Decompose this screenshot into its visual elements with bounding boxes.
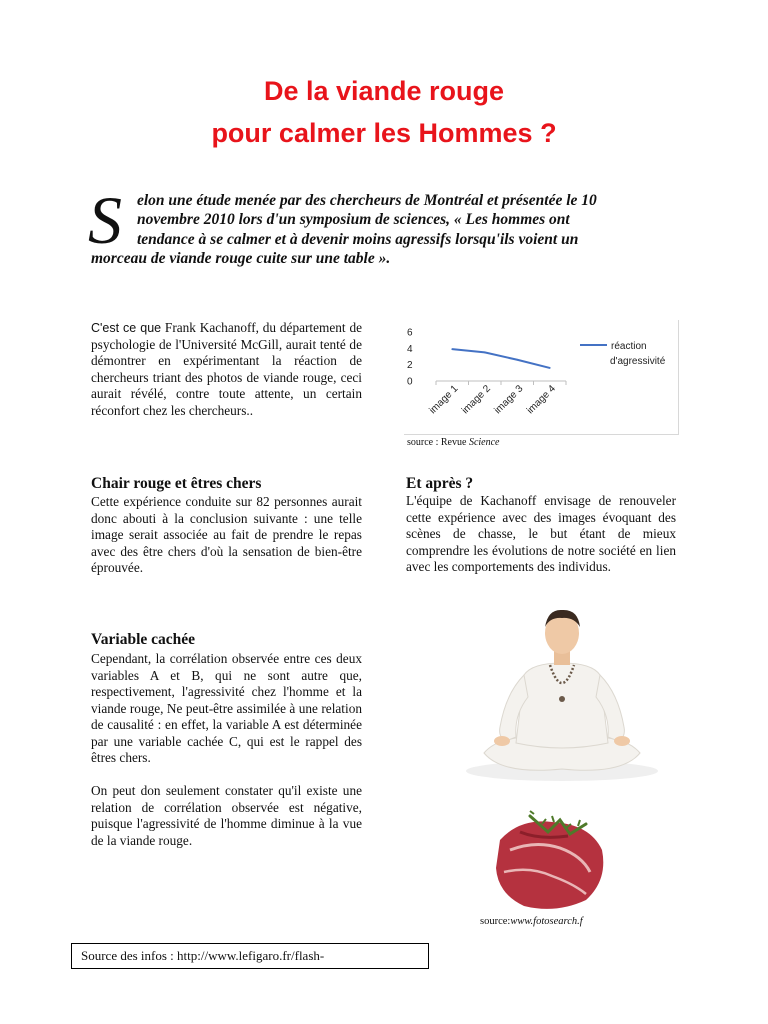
y-tick-label: 4 [407, 343, 413, 355]
data-point [549, 367, 551, 369]
source-box [71, 943, 429, 969]
page-title: De la viande rouge [263, 76, 505, 106]
data-point [451, 348, 453, 350]
lead-line-4: morceau de viande rouge cuite sur une table ». [91, 250, 391, 267]
section-apres-text: L'équipe de Kachanoff envisage de renouveler cette expérience avec des images évoquant des scènes de chasse, le but étant de mieux comprendre les évolutions de notre société en lien avec les comportements des individus. [406, 493, 676, 574]
meat-source-site: www.fotosearch.f [510, 916, 583, 927]
meat-source [480, 916, 583, 928]
x-tick-label: image 2 [459, 383, 493, 417]
x-tick-label: image 1 [427, 383, 461, 417]
red-meat-photo [490, 810, 610, 915]
page-subtitle: pour calmer les Hommes ? [211, 118, 557, 148]
section-variable-heading: Variable cachée [91, 631, 196, 648]
y-tick-label: 2 [407, 360, 413, 372]
lead-line-1: elon une étude menée par des chercheurs de Montréal et présentée le 10 [137, 192, 597, 209]
section-variable-paragraph-2: On peut don seulement constater qu'il existe une relation de corrélation observée est négative, puisque l'agressivité de l'homme diminue à la vue de la viande rouge. [91, 783, 362, 848]
lead-line-2: novembre 2010 lors d'un symposium de sciences, « Les hommes ont [137, 211, 570, 228]
x-tick-label: image 3 [492, 383, 526, 417]
aggression-chart [404, 320, 678, 434]
drop-cap: S [88, 182, 122, 258]
intro-lead-in: C'est ce que [91, 321, 162, 335]
y-tick-label: 0 [407, 376, 413, 388]
section-variable-paragraph-1: Cependant, la corrélation observée entre ces deux variables A et B, qui ne sont autre que, respectivement, l'agressivité chez l'homme et la viande rouge, Ne peut-être assimilée à une relation de causalité : en effet, la variable A est déterminée par une variable cachée C, qui est le rappel des êtres chers. [91, 651, 362, 765]
intro-paragraph [91, 320, 362, 419]
chart-frame [404, 320, 679, 435]
series-line-agressivite [452, 349, 550, 368]
chart-source-name: Science [468, 437, 500, 448]
meat-source-prefix: source: [480, 916, 511, 927]
section-chair-heading: Chair rouge et êtres chers [91, 475, 262, 492]
data-point [516, 359, 518, 361]
meditating-man-photo [462, 603, 662, 783]
section-apres-heading: Et après ? [406, 475, 474, 492]
x-tick-label: image 4 [524, 383, 558, 417]
y-tick-label: 6 [407, 327, 413, 339]
legend-label-line-2: d'agressivité [610, 356, 666, 367]
lead-line-3: tendance à se calmer et à devenir moins agressifs lorsqu'ils voient un [137, 231, 579, 248]
intro-text: Frank Kachanoff, du département de psychologie de l'Université McGill, aurait tenté de démontrer en expérimentant la réaction de chercheurs triant des photos de viande rouge, ceci aurait révélé, contre toute attente, un certain réconfort chez les chercheurs.. [91, 320, 362, 418]
chart-source [407, 437, 499, 449]
data-point [484, 352, 486, 354]
section-chair-text: Cette expérience conduite sur 82 personnes aurait donc abouti à la conclusion suivante : une telle image serait associée au fait de prendre le repas avec des être chers d'où la sensation de bien-être éprouvée. [91, 494, 362, 575]
chart-source-prefix: source : Revue [407, 437, 469, 448]
source-box-text: Source des infos : http://www.lefigaro.fr/flash- [81, 948, 325, 963]
legend-label-line-1: réaction [611, 341, 647, 352]
